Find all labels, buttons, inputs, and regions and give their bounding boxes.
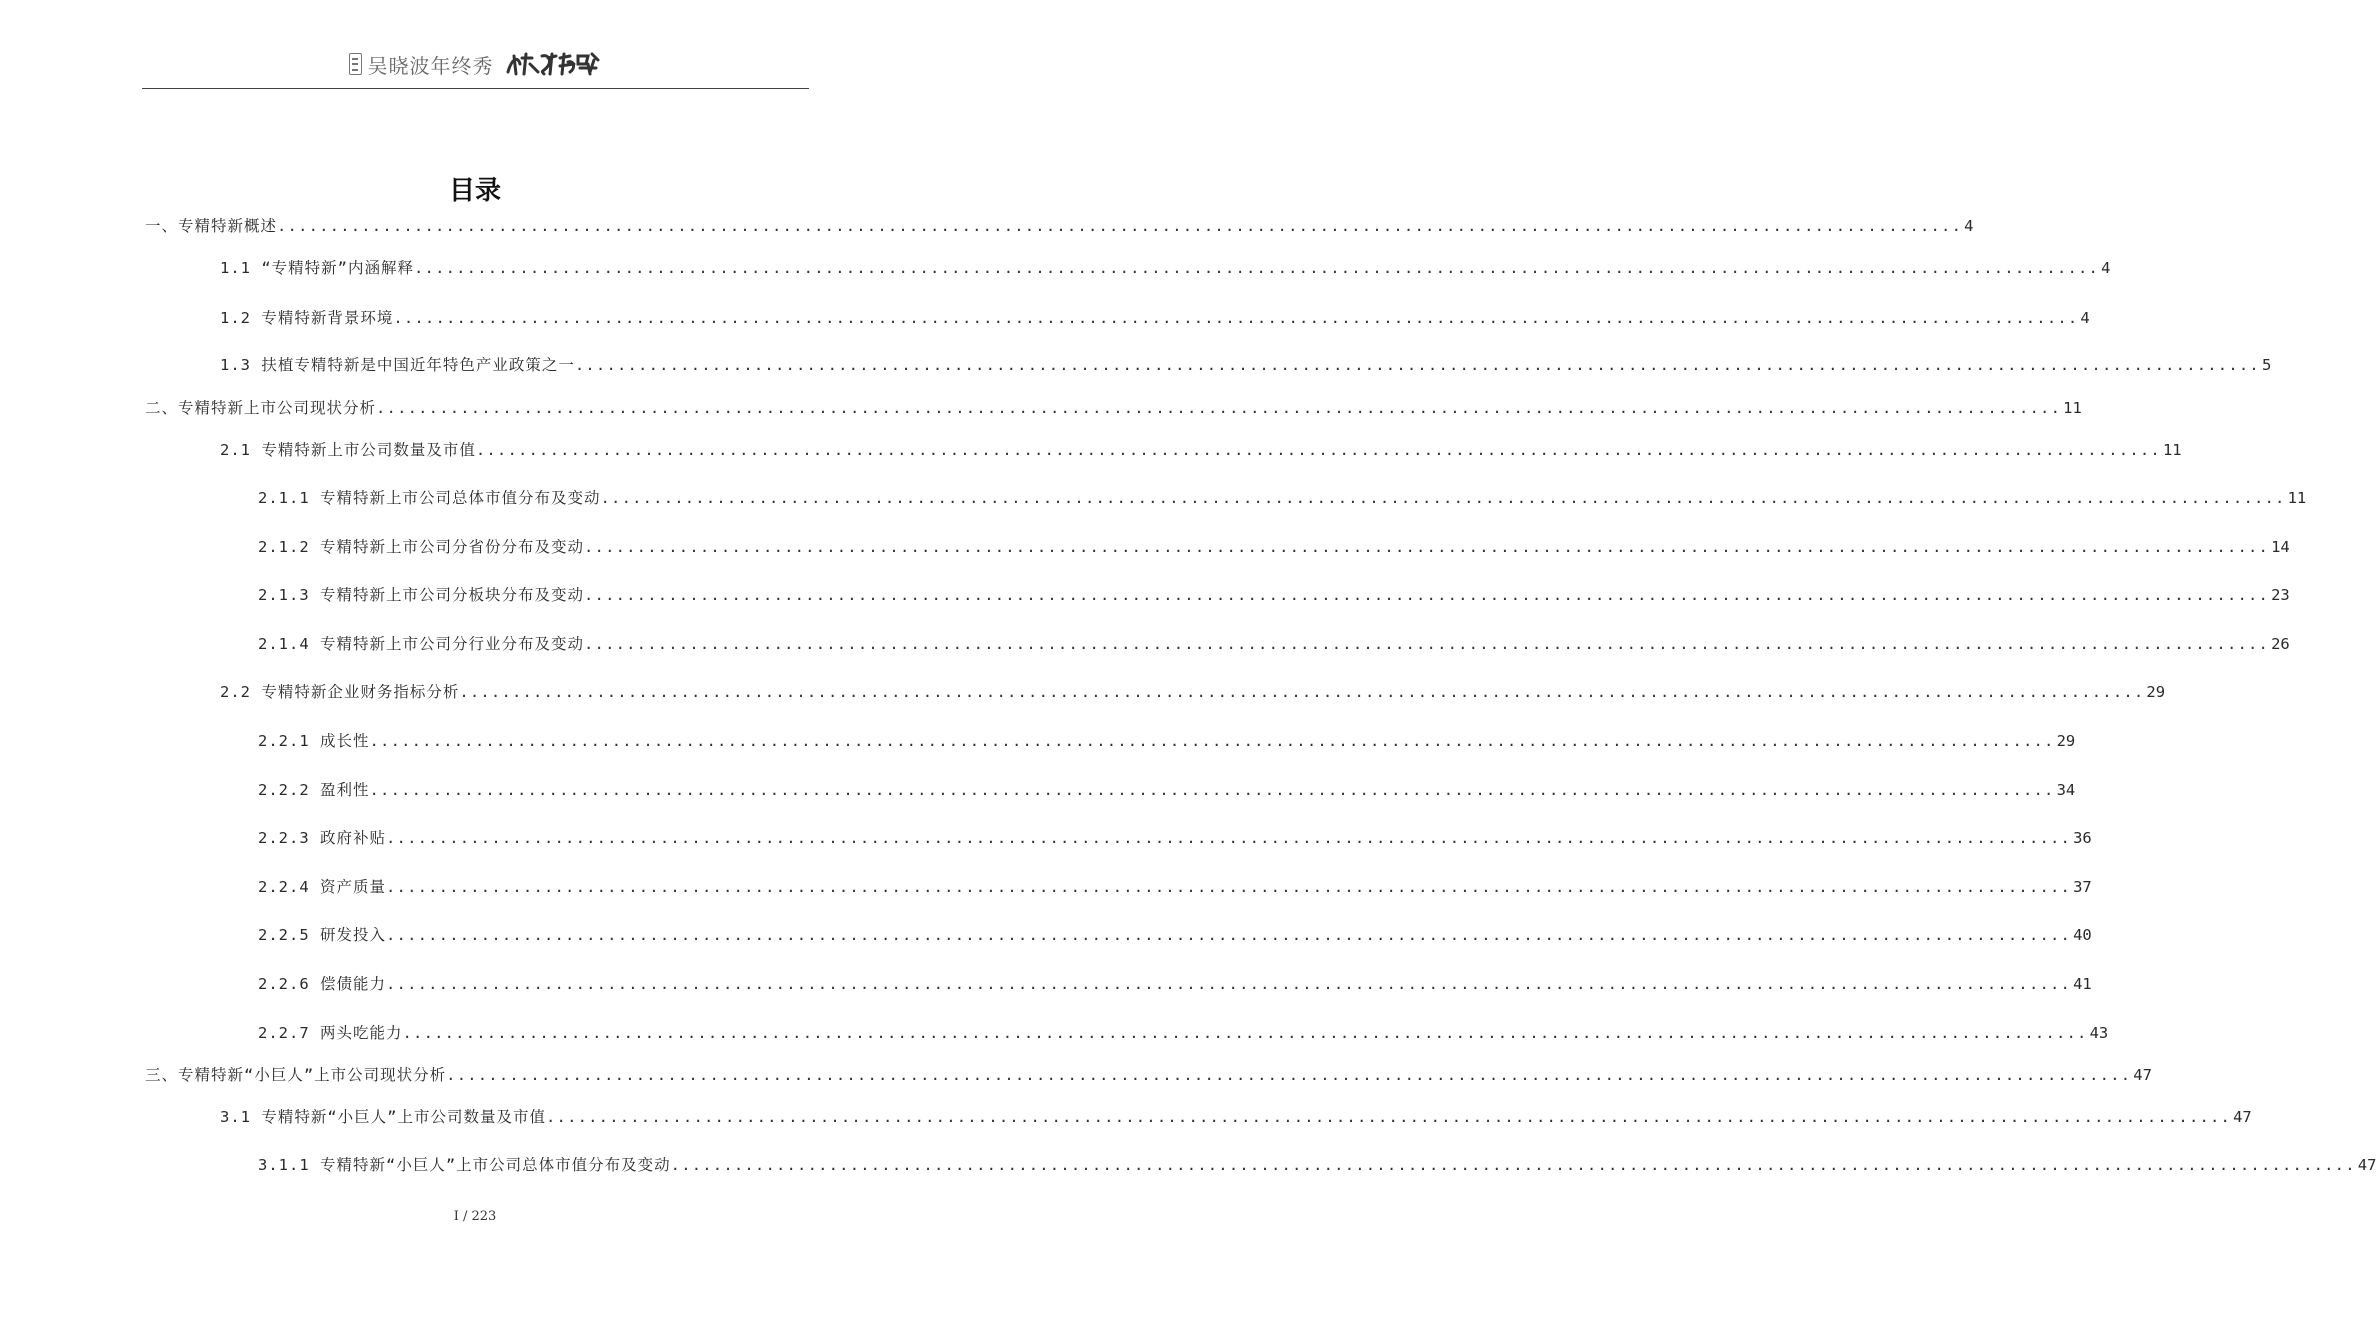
toc-entry[interactable] [220,438,2182,462]
toc-entry-page: 23 [2271,586,2290,604]
toc-entry-page: 11 [2063,399,2082,417]
toc-leader-dots: ................................................................................................................................................................ [475,441,2161,459]
toc-entry-label: 2.2.7 两头吃能力 [258,1024,403,1042]
toc-leader-dots: ................................................................................................................................................................ [376,399,2062,417]
toc-entry[interactable] [220,256,2111,280]
toc-leader-dots: ................................................................................................................................................................ [386,878,2072,896]
toc-entry-page: 43 [2089,1024,2109,1042]
toc-entry[interactable] [258,923,2092,947]
toc-leader-dots: ................................................................................................................................................................ [414,259,2100,277]
toc-entry-label: 2.2.1 成长性 [258,732,370,750]
toc-entry-page: 47 [2133,1066,2152,1084]
toc-entry-label: 2.1.4 专精特新上市公司分行业分布及变动 [258,635,584,653]
toc-leader-dots: ................................................................................................................................................................ [369,781,2055,799]
toc-entry-label: 2.2.2 盈利性 [258,781,370,799]
toc-entry[interactable] [220,680,2166,704]
header-title: 吴晓波年终秀 [367,53,494,78]
toc-entry-page: 47 [2357,1156,2376,1174]
toc-title: 目录 [448,176,501,206]
toc-entry-page: 4 [2101,259,2111,277]
toc-entry[interactable] [258,486,2307,510]
toc-entry[interactable] [258,826,2092,850]
toc-entry[interactable] [145,396,2082,420]
toc-leader-dots: ................................................................................................................................................................ [402,1024,2088,1042]
toc-entry[interactable] [258,729,2076,753]
toc-entry-label: 3.1.1 专精特新“小巨人”上市公司总体市值分布及变动 [258,1156,671,1174]
toc-entry-page: 36 [2073,829,2092,847]
toc-entry-label: 2.2.4 资产质量 [258,878,386,896]
toc-leader-dots: ................................................................................................................................................................ [386,829,2072,847]
toc-entry-label: 1.3 扶植专精特新是中国近年特色产业政策之一 [220,356,575,374]
toc-entry[interactable] [145,1063,2152,1087]
toc-entry[interactable] [258,778,2076,802]
toc-leader-dots: ................................................................................................................................................................ [546,1108,2232,1126]
toc-entry-page: 47 [2233,1108,2252,1126]
toc-entry-page: 11 [2162,441,2182,459]
toc-leader-dots: ................................................................................................................................................................ [584,586,2270,604]
toc-entry[interactable] [258,535,2290,559]
toc-entry-page: 37 [2073,878,2092,896]
toc-entry-page: 40 [2073,926,2092,944]
toc-entry-page: 11 [2287,489,2307,507]
toc-leader-dots: ................................................................................................................................................................ [446,1066,2132,1084]
toc-entry[interactable] [258,1153,2376,1177]
toc-entry-page: 4 [1964,217,1974,235]
toc-leader-dots: ................................................................................................................................................................ [600,489,2286,507]
toc-leader-dots: ................................................................................................................................................................ [584,635,2270,653]
toc-entry[interactable] [258,632,2290,656]
toc-entry-label: 2.1.1 专精特新上市公司总体市值分布及变动 [258,489,601,507]
toc-entry-page: 29 [2146,683,2166,701]
toc-entry-page: 34 [2056,781,2076,799]
page-header [0,48,950,80]
toc-entry-page: 29 [2056,732,2076,750]
toc-entry-page: 41 [2073,975,2092,993]
toc-entry[interactable] [258,1021,2109,1045]
report-logo-icon [504,50,602,78]
toc-leader-dots: ................................................................................................................................................................ [386,975,2072,993]
toc-leader-dots: ................................................................................................................................................................ [459,683,2145,701]
brand-seal-icon [349,53,362,75]
toc-entry-label: 2.2 专精特新企业财务指标分析 [220,683,460,701]
toc-entry[interactable] [220,1105,2252,1129]
toc-entry[interactable] [258,972,2092,996]
toc-leader-dots: ................................................................................................................................................................ [670,1156,2356,1174]
toc-entry-label: 一、专精特新概述 [145,217,278,235]
toc-leader-dots: ................................................................................................................................................................ [386,926,2072,944]
toc-entry-label: 2.2.3 政府补贴 [258,829,386,847]
toc-leader-dots: ................................................................................................................................................................ [574,356,2260,374]
header-divider [142,88,809,89]
toc-entry-page: 26 [2271,635,2290,653]
toc-leader-dots: ................................................................................................................................................................ [393,309,2079,327]
toc-entry-page: 5 [2261,356,2272,374]
toc-entry-label: 三、专精特新“小巨人”上市公司现状分析 [145,1066,447,1084]
toc-entry-label: 3.1 专精特新“小巨人”上市公司数量及市值 [220,1108,546,1126]
toc-entry-label: 2.1 专精特新上市公司数量及市值 [220,441,476,459]
toc-entry-label: 2.1.3 专精特新上市公司分板块分布及变动 [258,586,584,604]
page-number: I / 223 [453,1209,497,1224]
toc-entry[interactable] [258,875,2092,899]
toc-entry[interactable] [258,583,2290,607]
toc-entry-label: 1.1 “专精特新”内涵解释 [220,259,414,277]
toc-entry-page: 14 [2271,538,2290,556]
toc-entry-label: 2.2.6 偿债能力 [258,975,386,993]
toc-entry-label: 2.2.5 研发投入 [258,926,386,944]
toc-entry[interactable] [145,214,1974,238]
toc-entry-label: 1.2 专精特新背景环境 [220,309,394,327]
toc-entry-label: 2.1.2 专精特新上市公司分省份分布及变动 [258,538,584,556]
toc-entry-page: 4 [2080,309,2090,327]
toc-leader-dots: ................................................................................................................................................................ [584,538,2270,556]
toc-entry[interactable] [220,353,2272,377]
toc-entry[interactable] [220,306,2090,330]
toc-leader-dots: ................................................................................................................................................................ [369,732,2055,750]
toc-entry-label: 二、专精特新上市公司现状分析 [145,399,377,417]
toc-leader-dots: ................................................................................................................................................................ [277,217,1963,235]
